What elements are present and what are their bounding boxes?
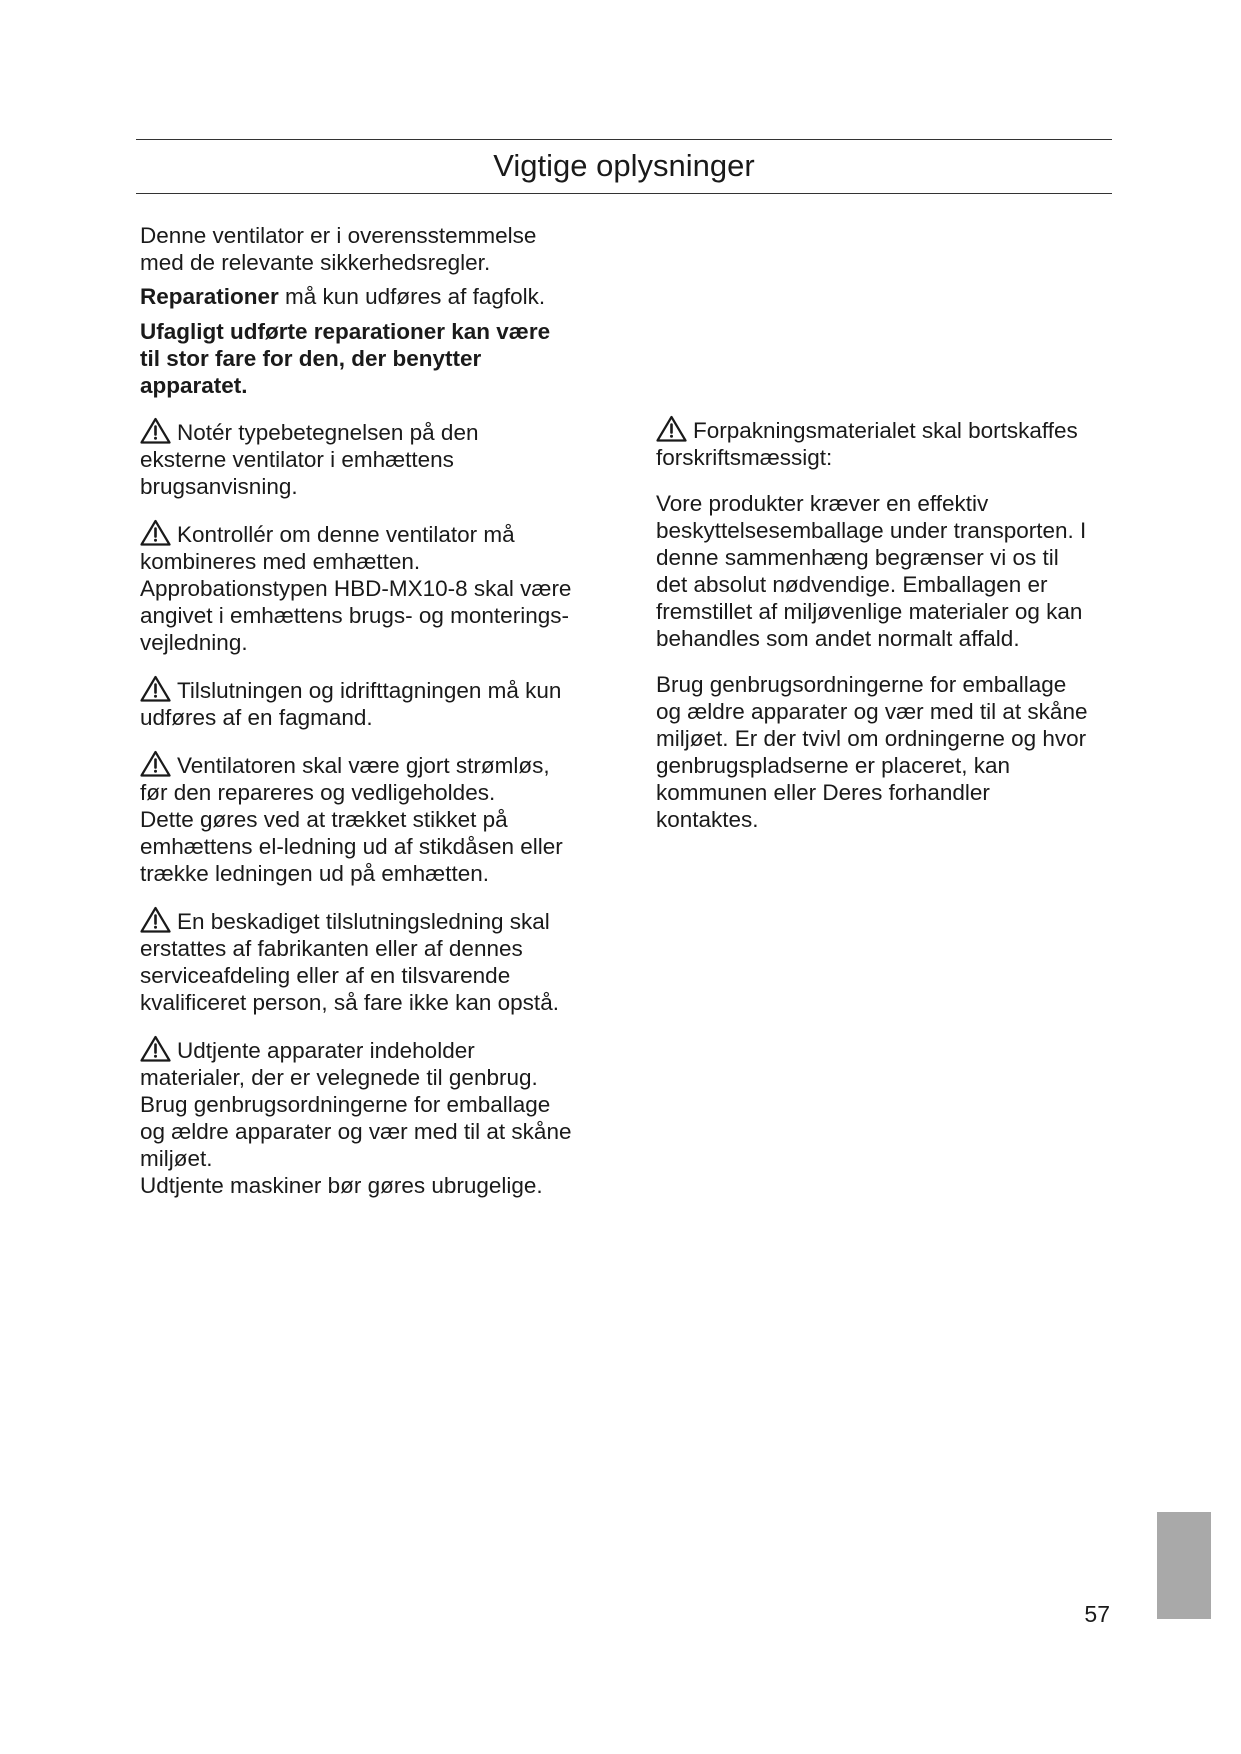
warning-note-compatibility: Kontrollér om denne ventilator må kombineres med emhætten. Approbationstypen HBD-MX10-8 skal være angivet i emhættens brugs- og monterings- vejledning. [140, 519, 620, 656]
warning-triangle-icon [140, 906, 171, 933]
warning-triangle-icon [656, 415, 687, 442]
warning-note-disconnect-power: Ventilatoren skal være gjort strømløs, før den repareres og vedligeholdes. Dette gøres ved at trækket stikket på emhættens el-ledning ud af stikdåsen eller trække ledningen ud på emhætten. [140, 750, 620, 887]
warning-triangle-icon [140, 519, 171, 546]
warning-triangle-icon [140, 1035, 171, 1062]
header-top-rule [136, 139, 1112, 140]
header-bottom-rule [136, 193, 1112, 194]
warning-note-type-designation: Notér typebetegnelsen på den eksterne ventilator i emhættens brugsanvisning. [140, 417, 620, 500]
warning-note-installation: Tilslutningen og idrifttagningen må kun udføres af en fagmand. [140, 675, 620, 731]
warning-note-disposal: Udtjente apparater indeholder materialer, der er velegnede til genbrug. Brug genbrugsordningerne for emballage og ældre apparater og vær med til at skåne miljøet. Udtjente maskiner bør gøres ubrugelige. [140, 1035, 620, 1199]
repair-paragraph: Reparationer må kun udføres af fagfolk. [140, 284, 546, 309]
left-column [140, 222, 620, 1218]
warning-triangle-icon [140, 750, 171, 777]
warning-triangle-icon [140, 675, 171, 702]
intro-paragraph: Denne ventilator er i overensstemmelse med de relevante sikkerhedsregler. [140, 223, 537, 275]
warning-triangle-icon [140, 417, 171, 444]
recycling-paragraph: Brug genbrugsordningerne for emballage og ældre apparater og vær med til at skåne miljøet. Er der tvivl om ordningerne og hvor genbrugspladserne er placeret, kan kommunen eller Deres forhandler kontaktes. [656, 672, 1088, 832]
section-thumb-tab [1157, 1512, 1211, 1619]
page-title: Vigtige oplysninger [493, 148, 755, 183]
page-number: 57 [1084, 1601, 1110, 1627]
warning-note-damaged-cable: En beskadiget tilslutningsledning skal erstattes af fabrikanten eller af dennes serviceafdeling eller af en tilsvarende kvalificeret person, så fare ikke kan opstå. [140, 906, 620, 1016]
danger-paragraph: Ufagligt udførte reparationer kan være til stor fare for den, der benytter apparatet. [140, 319, 551, 398]
repair-keyword: Reparationer [140, 284, 279, 309]
right-column [656, 415, 1116, 852]
packaging-paragraph: Vore produkter kræver en effektiv beskyttelsesemballage under transporten. I denne sammenhæng begrænser vi os til det absolut nødvendige. Emballagen er fremstillet af miljøvenlige materialer og kan behandles som andet normalt affald. [656, 491, 1087, 651]
warning-note-packaging: Forpakningsmaterialet skal bortskaffes forskriftsmæssigt: [656, 415, 1116, 471]
